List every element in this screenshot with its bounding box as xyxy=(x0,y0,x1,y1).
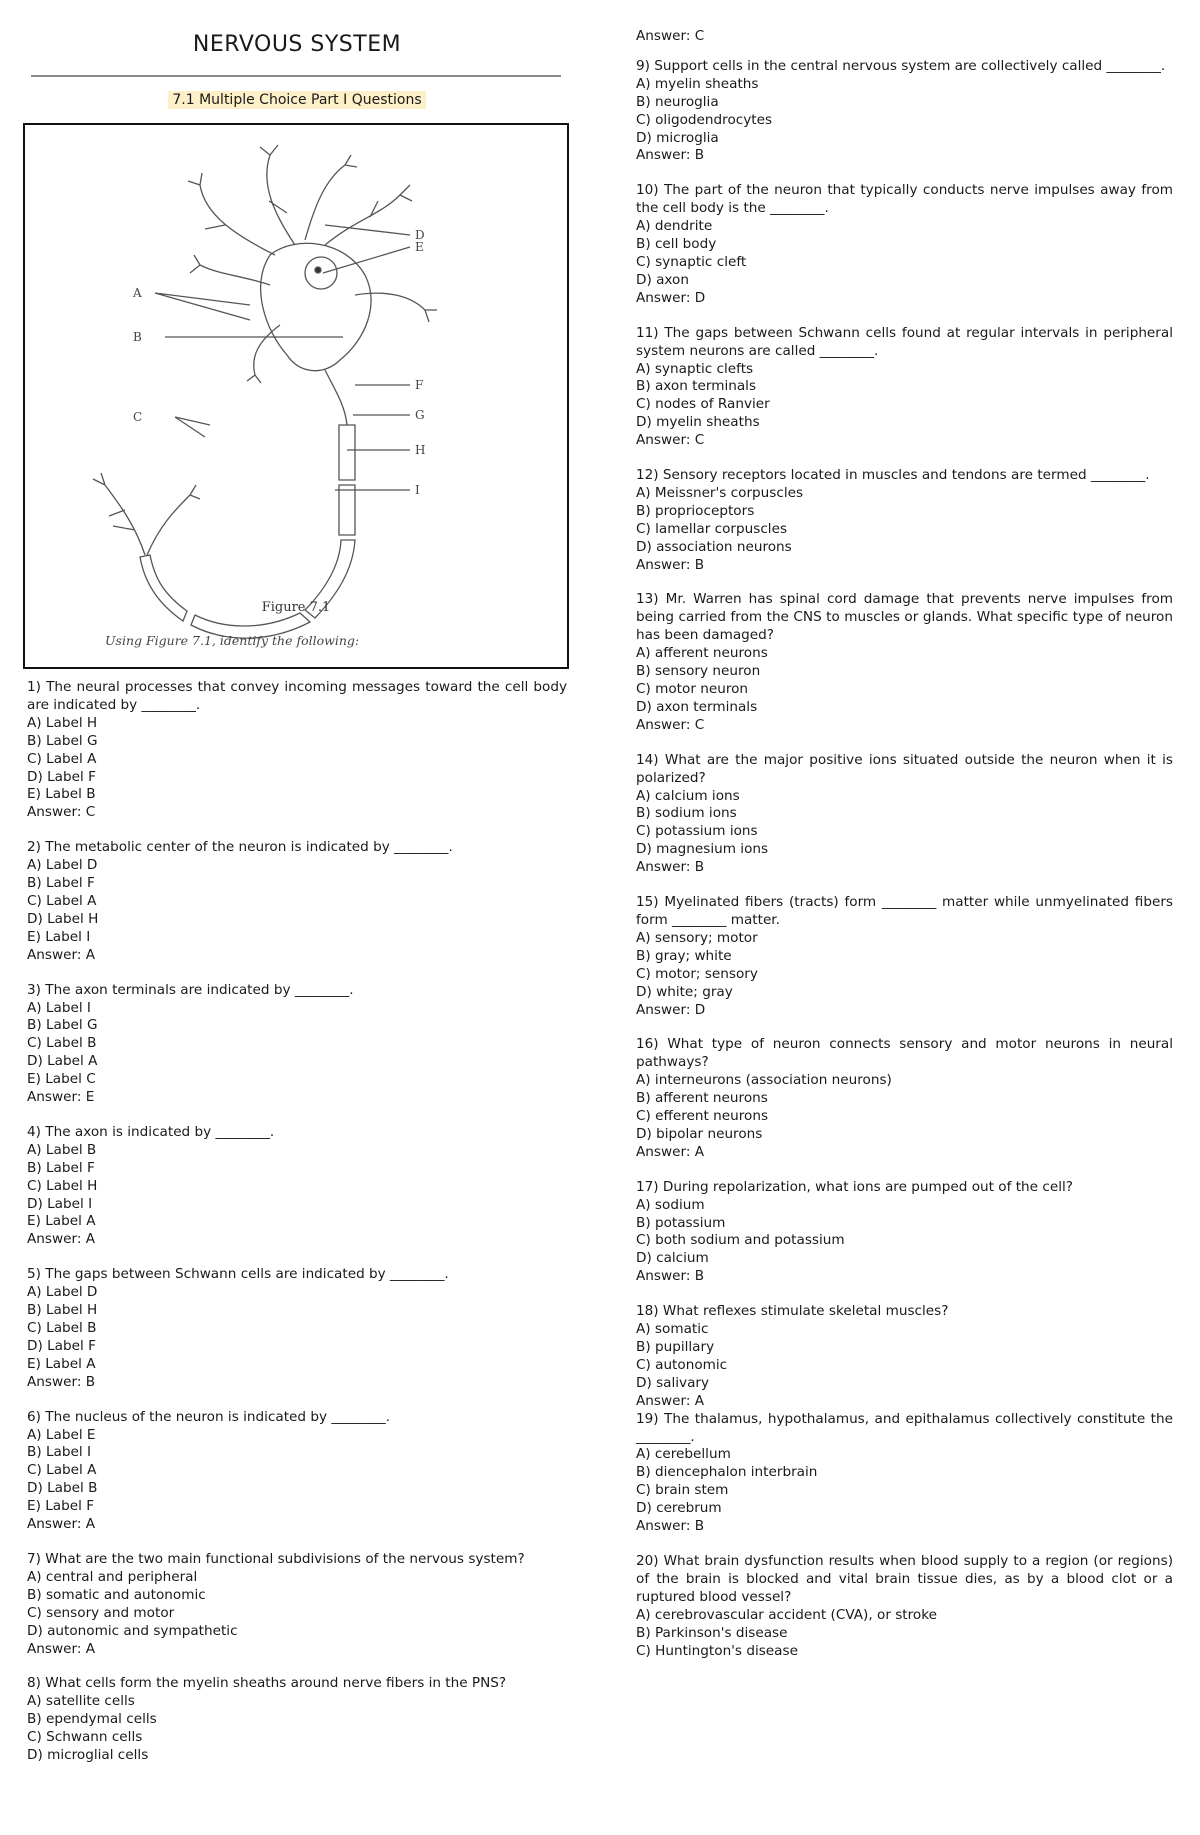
answer-option: A) satellite cells xyxy=(27,1693,135,1710)
question-block xyxy=(636,28,1173,46)
answer-option: B) diencephalon interbrain xyxy=(636,1464,818,1481)
answer-option: D) Label H xyxy=(27,910,99,927)
answer-option: B) afferent neurons xyxy=(636,1090,768,1107)
neuron-diagram xyxy=(25,125,567,667)
question-block xyxy=(636,182,1173,307)
question-block xyxy=(27,1409,567,1534)
dendrite xyxy=(190,255,270,285)
question-block xyxy=(27,982,567,1107)
answer-option: B) somatic and autonomic xyxy=(27,1586,206,1603)
answer-option: D) Label F xyxy=(27,1337,96,1354)
answer-key: Answer: A xyxy=(27,946,96,963)
answer-key: Answer: B xyxy=(636,556,705,573)
answer-key: Answer: D xyxy=(636,1001,706,1018)
question-block xyxy=(636,467,1173,574)
question-stem: 11) The gaps between Schwann cells found at regular intervals in peripheral system neurons are called ________. xyxy=(636,324,1173,359)
answer-option: C) Label A xyxy=(27,892,97,909)
answer-key: Answer: B xyxy=(27,1373,96,1390)
answer-option: B) cell body xyxy=(636,236,717,253)
question-stem: 19) The thalamus, hypothalamus, and epithalamus collectively constitute the ________. xyxy=(636,1410,1173,1445)
answer-key: Answer: B xyxy=(636,1268,705,1285)
answer-option: B) Parkinson's disease xyxy=(636,1624,788,1641)
figure-label-h: H xyxy=(415,443,426,457)
question-stem: 9) Support cells in the central nervous system are collectively called ________. xyxy=(636,57,1166,74)
answer-option: C) synaptic cleft xyxy=(636,253,747,270)
answer-option: D) microglial cells xyxy=(27,1747,149,1764)
answer-option: D) microglia xyxy=(636,129,719,146)
answer-key: Answer: A xyxy=(636,1143,705,1160)
answer-option: A) afferent neurons xyxy=(636,645,768,662)
question-list-left xyxy=(27,679,567,1765)
answer-option: A) Label E xyxy=(27,1426,96,1443)
answer-option: A) sensory; motor xyxy=(636,929,758,946)
answer-option: B) pupillary xyxy=(636,1339,715,1355)
answer-option: E) Label A xyxy=(27,1213,96,1230)
answer-key: Answer: C xyxy=(636,28,705,44)
answer-option: B) Label I xyxy=(27,1444,91,1461)
answer-option: B) Label F xyxy=(27,875,95,892)
answer-option: D) white; gray xyxy=(636,983,733,1000)
question-stem: 6) The nucleus of the neuron is indicated by ________. xyxy=(27,1408,391,1425)
answer-option: B) sensory neuron xyxy=(636,663,761,680)
answer-option: A) Label D xyxy=(27,1284,98,1301)
answer-key: Answer: D xyxy=(636,289,706,306)
figure-label-i: I xyxy=(415,483,420,497)
answer-option: C) oligodendrocytes xyxy=(636,111,773,128)
answer-option: C) brain stem xyxy=(636,1482,729,1499)
axon-hillock xyxy=(325,370,347,425)
answer-option: A) calcium ions xyxy=(636,787,740,804)
axon-terminal xyxy=(147,485,200,555)
dendrite xyxy=(260,145,357,245)
answer-option: C) efferent neurons xyxy=(636,1108,769,1125)
question-block xyxy=(636,1411,1173,1536)
left-column xyxy=(27,22,567,1782)
answer-option: E) Label A xyxy=(27,1355,96,1372)
dendrite xyxy=(325,185,412,245)
answer-option: C) Schwann cells xyxy=(27,1729,143,1746)
question-block xyxy=(636,325,1173,450)
answer-option: C) autonomic xyxy=(636,1356,728,1373)
question-block xyxy=(27,679,567,822)
answer-option: C) sensory and motor xyxy=(27,1604,175,1621)
answer-option: A) Meissner's corpuscles xyxy=(636,484,804,501)
answer-option: C) Label B xyxy=(27,1035,97,1052)
answer-option: C) both sodium and potassium xyxy=(636,1232,845,1249)
answer-option: C) Label A xyxy=(27,750,97,767)
question-block xyxy=(27,1124,567,1249)
answer-option: C) motor neuron xyxy=(636,681,749,697)
answer-option: D) cerebrum xyxy=(636,1500,722,1517)
title-divider xyxy=(31,75,561,77)
answer-option: A) Label I xyxy=(27,999,91,1016)
answer-option: B) sodium ions xyxy=(636,805,737,822)
answer-key: Answer: A xyxy=(27,1640,96,1657)
answer-option: A) cerebrovascular accident (CVA), or stroke xyxy=(636,1606,937,1623)
answer-option: D) bipolar neurons xyxy=(636,1125,763,1142)
question-stem: 18) What reflexes stimulate skeletal muscles? xyxy=(636,1303,949,1320)
answer-key: Answer: A xyxy=(27,1231,96,1248)
question-block xyxy=(27,839,567,964)
answer-option: D) calcium xyxy=(636,1250,709,1267)
figure-label-b: B xyxy=(133,330,142,344)
question-stem: 5) The gaps between Schwann cells are indicated by ________. xyxy=(27,1266,449,1283)
figure-caption: Figure 7.1 xyxy=(261,600,331,615)
answer-option: D) Label I xyxy=(27,1195,93,1212)
figure-label-c: C xyxy=(133,410,143,424)
answer-key: Answer: B xyxy=(636,1518,705,1535)
section-heading: 7.1 Multiple Choice Part I Questions xyxy=(168,91,425,109)
answer-option: B) gray; white xyxy=(636,947,732,964)
answer-key: Answer: C xyxy=(636,716,705,733)
nucleolus xyxy=(315,267,321,273)
answer-option: D) magnesium ions xyxy=(636,841,769,858)
answer-option: E) Label B xyxy=(27,786,96,803)
figure-label-e: E xyxy=(415,240,424,254)
page-title: NERVOUS SYSTEM xyxy=(192,32,402,57)
question-block xyxy=(636,752,1173,877)
leader-line xyxy=(325,225,410,235)
question-stem: 3) The axon terminals are indicated by ________. xyxy=(27,981,354,998)
question-block xyxy=(636,591,1173,734)
dendrite xyxy=(355,293,437,322)
question-stem: 10) The part of the neuron that typically conducts nerve impulses away from the cell body is the ________. xyxy=(636,182,1173,217)
answer-option: D) Label A xyxy=(27,1053,98,1070)
question-stem: 7) What are the two main functional subdivisions of the nervous system? xyxy=(27,1550,525,1567)
answer-option: A) Label D xyxy=(27,857,98,874)
answer-option: A) dendrite xyxy=(636,218,713,235)
figure-label-g: G xyxy=(415,408,425,422)
answer-option: A) synaptic clefts xyxy=(636,360,754,377)
answer-option: A) central and peripheral xyxy=(27,1568,198,1585)
answer-option: C) potassium ions xyxy=(636,823,758,840)
answer-option: E) Label C xyxy=(27,1071,96,1088)
question-block xyxy=(636,894,1173,1019)
answer-option: C) motor; sensory xyxy=(636,965,758,982)
answer-key: Answer: A xyxy=(636,1392,705,1409)
dendrite xyxy=(247,325,280,383)
question-stem: 13) Mr. Warren has spinal cord damage that prevents nerve impulses from being carried from the CNS to muscles or glands. What specific type of neuron has been damaged? xyxy=(636,591,1173,644)
answer-option: D) myelin sheaths xyxy=(636,414,760,431)
figure-label-d: D xyxy=(415,228,425,242)
answer-option: A) sodium xyxy=(636,1196,705,1213)
axon-terminal xyxy=(93,473,145,555)
question-stem: 4) The axon is indicated by ________. xyxy=(27,1123,275,1140)
leader-line xyxy=(155,293,250,320)
answer-option: D) autonomic and sympathetic xyxy=(27,1622,238,1639)
answer-option: B) proprioceptors xyxy=(636,502,755,519)
answer-option: D) Label F xyxy=(27,768,96,785)
answer-key: Answer: E xyxy=(27,1089,95,1106)
answer-option: A) Label H xyxy=(27,714,98,731)
answer-option: D) axon xyxy=(636,271,689,288)
dendrite xyxy=(188,173,275,255)
answer-option: C) Huntington's disease xyxy=(636,1642,798,1659)
question-stem: 15) Myelinated fibers (tracts) form ________ matter while unmyelinated fibers form ________ matter. xyxy=(636,894,1173,928)
question-stem: 17) During repolarization, what ions are pumped out of the cell? xyxy=(636,1178,1073,1195)
answer-option: B) potassium xyxy=(636,1214,726,1231)
question-stem: 2) The metabolic center of the neuron is indicated by ________. xyxy=(27,839,453,856)
question-block xyxy=(27,1675,567,1765)
question-stem: 14) What are the major positive ions situated outside the neuron when it is polarized? xyxy=(636,751,1173,786)
nucleus xyxy=(305,257,337,289)
answer-option: A) Label B xyxy=(27,1141,97,1158)
question-block xyxy=(27,1551,567,1658)
answer-option: D) axon terminals xyxy=(636,698,758,715)
answer-option: E) Label F xyxy=(27,1498,95,1515)
answer-option: C) Label A xyxy=(27,1462,97,1479)
question-stem: 1) The neural processes that convey incoming messages toward the cell body are indicated by ________. xyxy=(27,679,567,713)
answer-option: A) myelin sheaths xyxy=(636,75,759,92)
question-stem: 12) Sensory receptors located in muscles and tendons are termed ________. xyxy=(636,467,1150,484)
leader-line xyxy=(323,247,410,273)
cell-body xyxy=(261,243,371,370)
answer-option: B) Label F xyxy=(27,1159,95,1176)
answer-option: D) salivary xyxy=(636,1374,710,1391)
myelin-sheath xyxy=(339,425,355,535)
answer-option: A) cerebellum xyxy=(636,1446,731,1463)
question-stem: 16) What type of neuron connects sensory and motor neurons in neural pathways? xyxy=(636,1036,1173,1071)
answer-option: B) Label H xyxy=(27,1302,98,1319)
question-block xyxy=(636,1553,1173,1660)
answer-option: D) association neurons xyxy=(636,538,792,555)
answer-option: C) nodes of Ranvier xyxy=(636,396,770,413)
answer-option: E) Label I xyxy=(27,928,91,945)
question-stem: 20) What brain dysfunction results when blood supply to a region (or regions) of the brain is blocked and vital brain tissue dies, as by a blood clot or a ruptured blood vessel? xyxy=(636,1552,1173,1605)
answer-key: Answer: A xyxy=(27,1516,96,1533)
answer-option: B) neuroglia xyxy=(636,93,719,110)
figure-label-a: A xyxy=(133,286,142,300)
figure-label-f: F xyxy=(415,378,424,392)
neuron-figure xyxy=(23,123,569,669)
answer-key: Answer: B xyxy=(636,147,705,164)
answer-option: B) Label G xyxy=(27,732,98,749)
answer-option: A) somatic xyxy=(636,1321,709,1338)
figure-instruction: Using Figure 7.1, identify the following: xyxy=(105,633,360,648)
answer-option: D) Label B xyxy=(27,1480,98,1497)
question-block xyxy=(636,1303,1173,1410)
answer-option: B) Label G xyxy=(27,1017,98,1034)
answer-option: C) Label H xyxy=(27,1177,98,1194)
question-block xyxy=(27,1266,567,1391)
answer-key: Answer: C xyxy=(636,432,705,449)
question-list-right xyxy=(636,28,1173,1677)
answer-option: A) interneurons (association neurons) xyxy=(636,1072,892,1089)
answer-option: B) axon terminals xyxy=(636,378,757,395)
question-block xyxy=(636,1179,1173,1286)
answer-option: C) lamellar corpuscles xyxy=(636,520,788,537)
question-block xyxy=(636,1036,1173,1161)
answer-key: Answer: B xyxy=(636,859,705,876)
question-stem: 8) What cells form the myelin sheaths around nerve fibers in the PNS? xyxy=(27,1675,507,1692)
question-block xyxy=(636,58,1173,165)
answer-option: C) Label B xyxy=(27,1320,97,1336)
answer-key: Answer: C xyxy=(27,804,96,821)
answer-option: B) ependymal cells xyxy=(27,1711,157,1728)
leader-line xyxy=(175,417,210,437)
